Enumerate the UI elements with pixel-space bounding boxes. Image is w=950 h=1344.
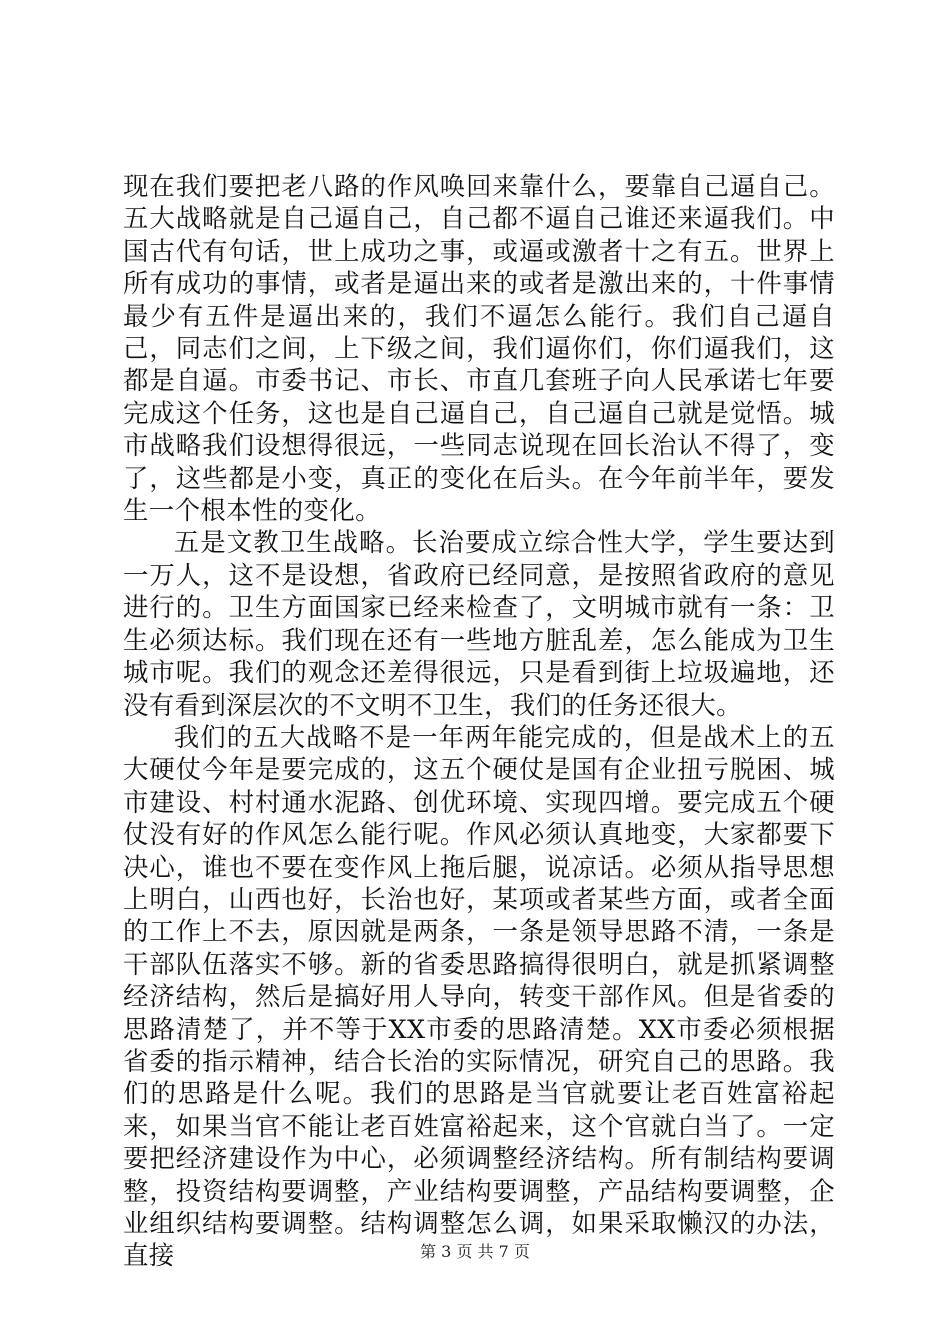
document-body — [123, 170, 835, 1272]
paragraph-1: 现在我们要把老八路的作风唤回来靠什么，要靠自己逼自己。五大战略就是自己逼自己，自己都不逼自己谁还来逼我们。中国古代有句话，世上成功之事，或逼或激者十之有五。世界上所有成功的事情，或者是逼出来的或者是激出来的，十件事情最少有五件是逼出来的，我们不逼怎么能行。我们自己逼自己，同志们之间，上下级之间，我们逼你们，你们逼我们，这都是自逼。市委书记、市长、市直几套班子向人民承诺七年要完成这个任务，这也是自己逼自己，自己逼自己就是觉悟。城市战略我们设想得很远，一些同志说现在回长治认不得了，变了，这些都是小变，真正的变化在后头。在今年前半年，要发生一个根本性的变化。 — [123, 171, 835, 526]
paragraph-2: 五是文教卫生战略。长治要成立综合性大学，学生要达到一万人，这不是设想，省政府已经同意，是按照省政府的意见进行的。卫生方面国家已经来检查了，文明城市就有一条：卫生必须达标。我们现在还有一些地方脏乱差，怎么能成为卫生城市呢。我们的观念还差得很远，只是看到街上垃圾遍地，还没有看到深层次的不文明不卫生，我们的任务还很大。 — [123, 527, 835, 720]
page-number-footer: 第 3 页 共 7 页 — [420, 1242, 530, 1261]
paragraph-3: 我们的五大战略不是一年两年能完成的，但是战术上的五大硬仗今年是要完成的，这五个硬仗是国有企业扭亏脱困、城市建设、村村通水泥路、创优环境、实现四增。要完成五个硬仗没有好的作风怎么能行呢。作风必须认真地变，大家都要下决心，谁也不要在变作风上拖后腿，说凉话。必须从指导思想上明白，山西也好，长治也好，某项或者某些方面，或者全面的工作上不去，原因就是两条，一条是领导思路不清，一条是干部队伍落实不够。新的省委思路搞得很明白，就是抓紧调整经济结构，然后是搞好用人导向，转变干部作风。但是省委的思路清楚了，并不等于XX市委的思路清楚。XX市委必须根据省委的指示精神，结合长治的实际情况，研究自己的思路。我们的思路是什么呢。我们的思路是当官就要让老百姓富裕起来，如果当官不能让老百姓富裕起来，这个官就白当了。一定要把经济建设作为中心，必须调整经济结构。所有制结构要调整，投资结构要调整，产业结构要调整，产品结构要调整，企业组织结构要调整。结构调整怎么调，如果采取懒汉的办法，直接 — [123, 721, 835, 1271]
